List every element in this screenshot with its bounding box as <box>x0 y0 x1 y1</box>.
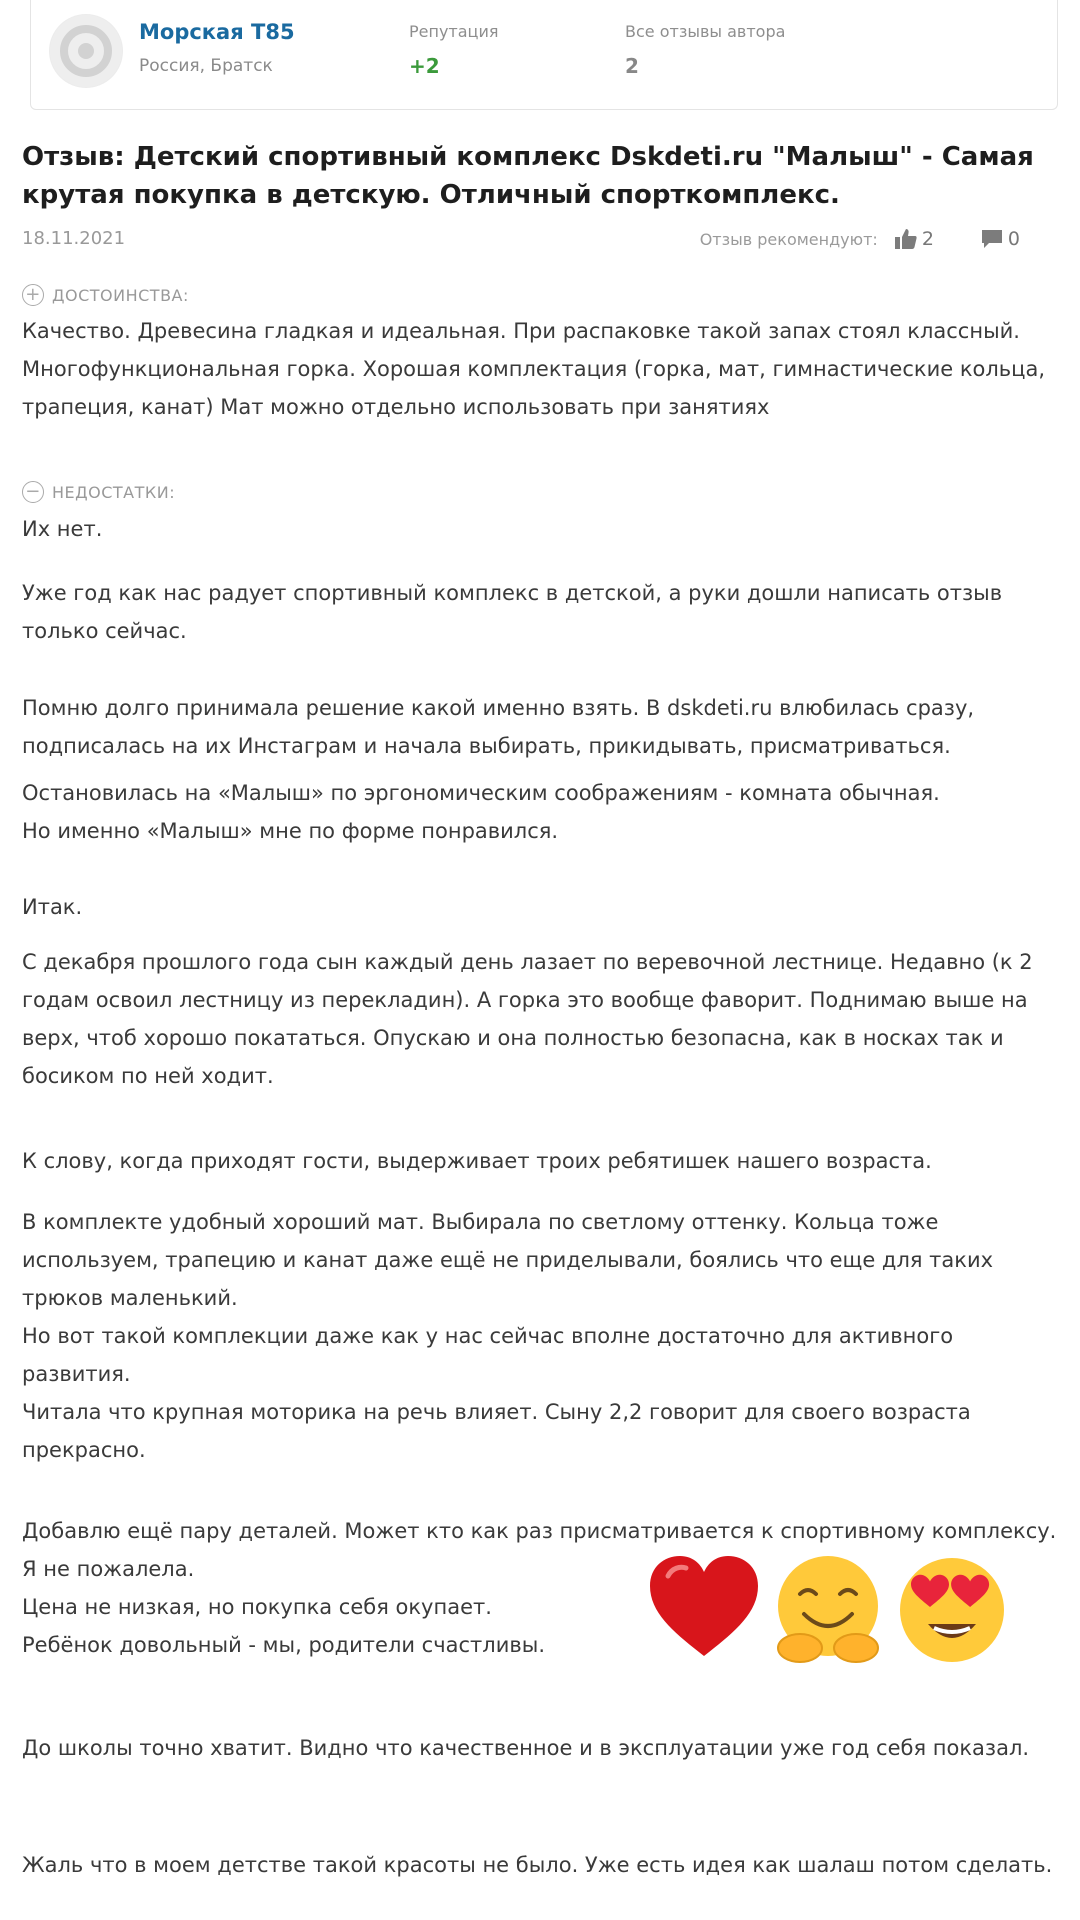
review-title: Отзыв: Детский спортивный комплекс Dskdeti.ru "Малыш" - Самая крутая покупка в детскую. Отличный спорткомплекс. <box>22 142 1034 210</box>
pros-text: Качество. Древесина гладкая и идеальная. При распаковке такой запах стоял классный. Многофункциональная горка. Хорошая комплектация (горка, мат, гимнастические кольца, трапеция, канат) Мат можно отдельно использовать при занятиях <box>22 319 1045 419</box>
minus-circle-icon: − <box>22 481 44 503</box>
review-date: 18.11.2021 <box>22 228 126 249</box>
recommend-bar <box>700 228 1020 250</box>
avatar[interactable] <box>49 14 123 88</box>
hugging-emoji <box>770 1552 886 1668</box>
heart-emoji <box>646 1552 762 1662</box>
cons-heading <box>22 481 175 503</box>
review-paragraph: С декабря прошлого года сын каждый день лазает по веревочной лестнице. Недавно (к 2 годам освоил лестницу из перекладин). А горка это вообще фаворит. Поднимаю выше на верх, чтоб хорошо покататься. Опускаю и она полностью безопасна, как в носках так и босиком по ней ходит. <box>22 950 1033 1088</box>
pros-label: ДОСТОИНСТВА: <box>52 285 189 305</box>
author-location: Россия, Братск <box>139 56 273 76</box>
avatar-placeholder-icon <box>49 14 123 88</box>
likes-count: 2 <box>921 228 934 250</box>
author-card <box>30 0 1058 110</box>
author-reviews-count[interactable]: 2 <box>625 54 639 78</box>
review-paragraph: К слову, когда приходят гости, выдерживает троих ребятишек нашего возраста. <box>22 1149 932 1173</box>
recommend-label: Отзыв рекомендуют: <box>699 229 878 249</box>
reputation-label: Репутация <box>409 22 499 41</box>
author-name-link[interactable]: Морская Т85 <box>139 20 295 44</box>
review-paragraph: Остановилась на «Малыш» по эргономическим соображениям - комната обычная. Но именно «Малыш» мне по форме понравился. <box>22 781 940 843</box>
cons-label: НЕДОСТАТКИ: <box>52 482 176 502</box>
heart-eyes-emoji <box>894 1552 1010 1668</box>
review-paragraph: В комплекте удобный хороший мат. Выбирала по светлому оттенку. Кольца тоже используем, трапецию и канат даже ещё не приделывали, боялись что еще для таких трюков маленький. Но вот такой комплекции даже как у нас сейчас вполне достаточно для активного развития. Читала что крупная моторика на речь влияет. Сыну 2,2 говорит для своего возраста прекрасно. <box>22 1210 994 1462</box>
review-paragraph: Добавлю ещё пару деталей. Может кто как раз присматривается к спортивному комплексу. Я не пожалела. Цена не низкая, но покупка себя окупает. Ребёнок довольный - мы, родители счастливы. <box>22 1519 1057 1657</box>
plus-circle-icon: + <box>22 284 44 306</box>
reputation-value: +2 <box>409 54 440 78</box>
pros-heading <box>22 284 189 306</box>
review-paragraph: Жаль что в моем детстве такой красоты не было. Уже есть идея как шалаш потом сделать. <box>22 1853 1053 1877</box>
comments-count: 0 <box>1007 228 1020 250</box>
review-paragraph: Итак. <box>22 895 83 919</box>
emoji-group <box>646 1552 1010 1668</box>
review-paragraph: Помню долго принимала решение какой именно взять. В dskdeti.ru влюбилась сразу, подписалась на их Инстаграм и начала выбирать, прикидывать, присматриваться. <box>22 696 975 758</box>
thumbs-up-icon[interactable] <box>894 228 918 250</box>
comment-icon[interactable] <box>980 228 1004 250</box>
review-paragraph: До школы точно хватит. Видно что качественное и в эксплуатации уже год себя показал. <box>22 1736 1030 1760</box>
review-paragraph: Уже год как нас радует спортивный комплекс в детской, а руки дошли написать отзыв только сейчас. <box>22 581 1003 643</box>
author-reviews-label[interactable]: Все отзывы автора <box>625 22 786 41</box>
cons-text: Их нет. <box>22 517 103 541</box>
